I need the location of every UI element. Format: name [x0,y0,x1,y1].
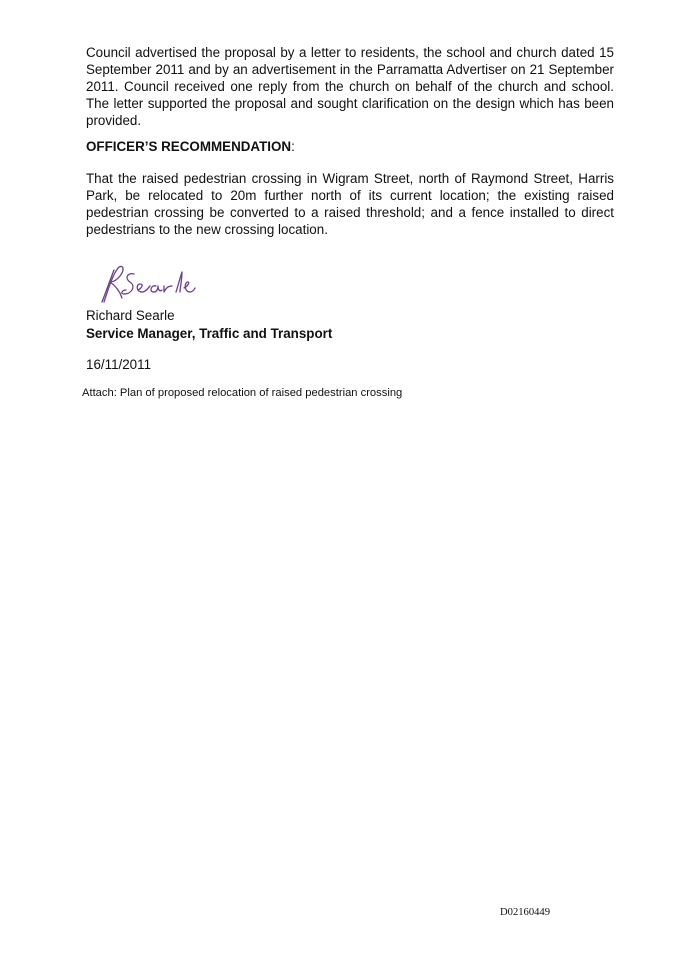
handwritten-signature [96,262,196,306]
recommendation-paragraph: That the raised pedestrian crossing in Wigram Street, north of Raymond Street, Harris Park, be relocated to 20m further north of its current location; the existing raised pedestrian crossing be converted to a raised threshold; and a fence installed to direct pedestrians to the new crossing location. [86,171,614,237]
document-reference: D02160449 [500,907,551,918]
intro-paragraph: Council advertised the proposal by a letter to residents, the school and church dated 15 September 2011 and by an advertisement in the Parramatta Advertiser on 21 September 2011. Council received one reply from the church on behalf of the church and school. The letter supported the proposal and sought clarification on the design which has been provided. [86,45,614,128]
attachment-note: Attach: Plan of proposed relocation of raised pedestrian crossing [82,387,403,399]
recommendation-heading-colon: : [291,139,295,154]
signatory-title: Service Manager, Traffic and Transport [86,326,333,341]
signatory-name: Richard Searle [86,308,175,323]
recommendation-heading [86,138,295,155]
signoff-date: 16/11/2011 [86,357,152,372]
recommendation-heading-text: OFFICER’S RECOMMENDATION [86,139,292,154]
